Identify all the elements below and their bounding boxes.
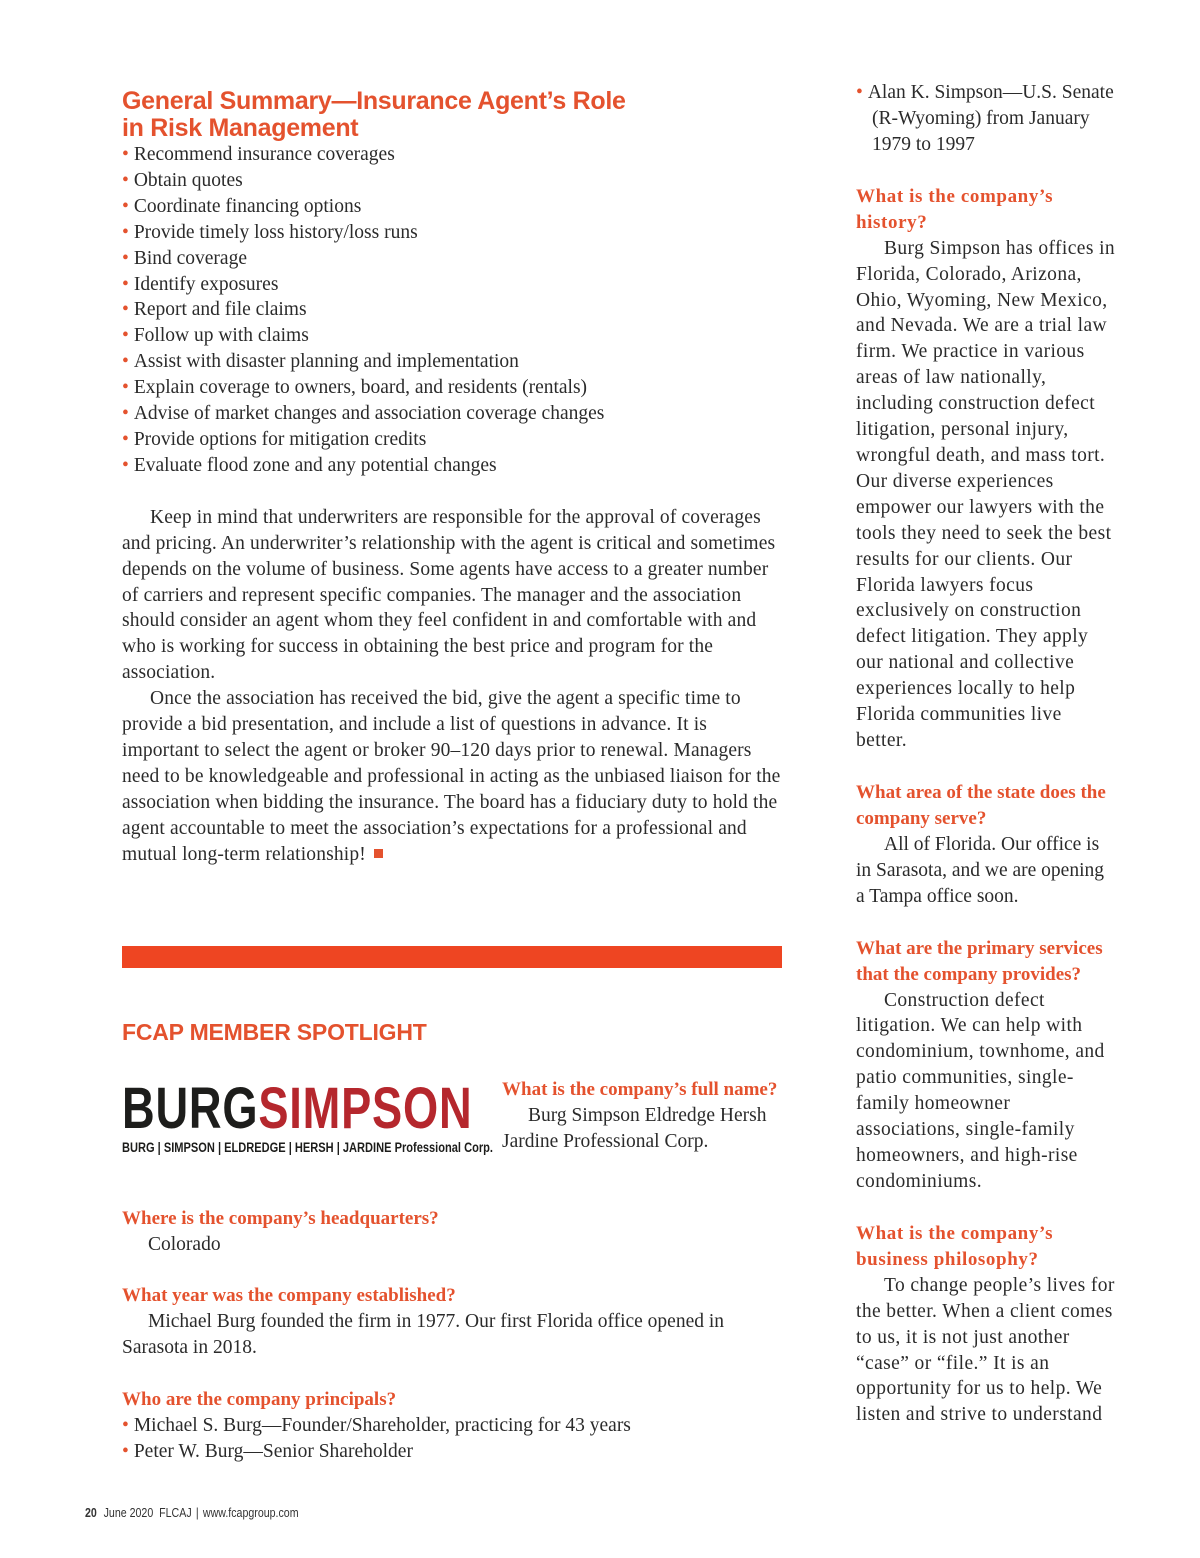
list-item: • Obtain quotes [122,169,243,191]
answer-text: Michael Burg founded the firm in 1977. Our first Florida office opened in Sarasota in 2018. [122,1311,725,1358]
list-item: • Evaluate flood zone and any potential changes [122,454,497,476]
qa-full-name [502,1077,792,1155]
qa-area-served [856,780,1116,910]
answer-text: Construction defect litigation. We can help with condominium, townhome, and patio communities, single-family homeowner associations, single-family homeowners, and high-rise condominiums. [856,989,1105,1192]
issue-date: June 2020 [103,1506,154,1520]
list-item: • Michael S. Burg—Founder/Shareholder, practicing for 43 years [122,1415,631,1436]
summary-list [122,142,782,479]
question-heading: What area of the state does the company serve? [856,781,1106,829]
footer-url: www.fcapgroup.com [202,1506,299,1520]
list-item: • Provide timely loss history/loss runs [122,221,418,243]
bullet-icon: • [122,351,129,373]
question-heading: What is the company’s history? [856,185,1054,233]
qa-philosophy [856,1221,1116,1428]
list-item: • Bind coverage [122,247,247,269]
left-column [122,88,782,867]
right-column [856,80,1116,1428]
spotlight-title: FCAP MEMBER SPOTLIGHT [122,1019,427,1045]
list-item: • Recommend insurance coverages [122,144,395,165]
question-heading: Where is the company’s headquarters? [122,1208,439,1229]
company-logo [122,1076,493,1155]
list-item: • Follow up with claims [122,325,309,347]
list-item: • Peter W. Burg—Senior Shareholder [122,1440,413,1462]
logo-wordmark: BURGSIMPSON [122,1076,473,1141]
question-heading: What is the company’s full name? [502,1079,778,1100]
bullet-icon: • [856,82,863,103]
bullet-icon: • [122,428,129,450]
list-item: • Explain coverage to owners, board, and residents (rentals) [122,377,588,399]
qa-established [122,1283,782,1361]
summary-title-line2: in Risk Management [122,114,359,142]
list-item: • Report and file claims [122,299,307,321]
qa-history [856,184,1116,754]
answer-text: Colorado [148,1234,221,1255]
bullet-icon: • [122,1440,129,1462]
list-item: • Advise of market changes and association coverage changes [122,403,605,425]
principals-list-continued [856,80,1116,158]
question-heading: What is the company’s business philosophy? [856,1222,1054,1270]
list-item: • Provide options for mitigation credits [122,428,427,450]
qa-principals [122,1387,782,1465]
bullet-icon: • [122,377,129,399]
list-item: • Alan K. Simpson—U.S. Senate (R-Wyoming) from January 1979 to 1997 [856,82,1114,155]
bullet-icon: • [122,325,129,347]
summary-title-line1: General Summary—Insurance Agent’s Role [122,87,626,115]
bullet-icon: • [122,247,129,269]
body-paragraph-1: Keep in mind that underwriters are responsible for the approval of coverages and pricing. An underwriter’s relationship with the agent is critical and sometimes depends on the volume of business. Some agents have access to a greater number of carriers and represent specific companies. The manager and the association should consider an agent whom they feel confident in and comfortable with and who is working for success in obtaining the best price and program for the association. [122,506,776,684]
bullet-icon: • [122,221,129,243]
bullet-icon: • [122,144,129,165]
end-mark-icon [374,849,383,858]
answer-text: Burg Simpson has offices in Florida, Colorado, Arizona, Ohio, Wyoming, New Mexico, and Nevada. We are a trial law firm. We practice in various areas of law nationally, including construction defect litigation, personal injury, wrongful death, and mass tort. Our diverse experiences empower our lawyers with the tools they need to seek the best results for our clients. Our Florida lawyers focus exclusively on construction defect litigation. They apply our national and collective experiences locally to help Florida communities live better. [856,237,1116,751]
section-divider-bar [122,946,782,968]
qa-headquarters [122,1206,782,1258]
bullet-icon: • [122,403,129,425]
qa-services [856,936,1116,1195]
question-heading: What year was the company established? [122,1285,456,1306]
answer-text: All of Florida. Our office is in Sarasota, and we are opening a Tampa office soon. [856,833,1104,907]
answer-text: To change people’s lives for the better. When a client comes to us, it is not just another “case” or “file.” It is an opportunity for us to help. We listen and strive to understand [856,1274,1115,1426]
answer-text: Burg Simpson Eldredge Hersh Jardine Professional Corp. [502,1105,767,1152]
bullet-icon: • [122,454,129,476]
summary-title [122,88,782,142]
bullet-icon: • [122,299,129,321]
list-item: • Identify exposures [122,273,279,295]
question-heading: What are the primary services that the company provides? [856,937,1103,985]
bullet-icon: • [122,1415,129,1436]
footer-separator: | [195,1506,199,1520]
bullet-icon: • [122,195,129,217]
bullet-icon: • [122,169,129,191]
list-item: • Coordinate financing options [122,195,362,217]
logo-subline: BURG | SIMPSON | ELDREDGE | HERSH | JARDINE Professional Corp. [122,1140,493,1155]
page-number: 20 [85,1506,97,1520]
bullet-icon: • [122,273,129,295]
body-paragraph-2: Once the association has received the bid, give the agent a specific time to provide a bid presentation, and include a list of questions in advance. It is important to select the agent or broker 90–120 days prior to renewal. Managers need to be knowledgeable and professional in acting as the unbiased liaison for the association when bidding the insurance. The board has a fiduciary duty to hold the agent accountable to meet the association’s expectations for a professional and mutual long-term relationship! [122,688,781,865]
principals-list [122,1413,782,1465]
question-heading: Who are the company principals? [122,1389,397,1410]
page-footer [85,1506,299,1520]
list-item: • Assist with disaster planning and implementation [122,351,519,373]
publication-name: FLCAJ [159,1506,192,1520]
